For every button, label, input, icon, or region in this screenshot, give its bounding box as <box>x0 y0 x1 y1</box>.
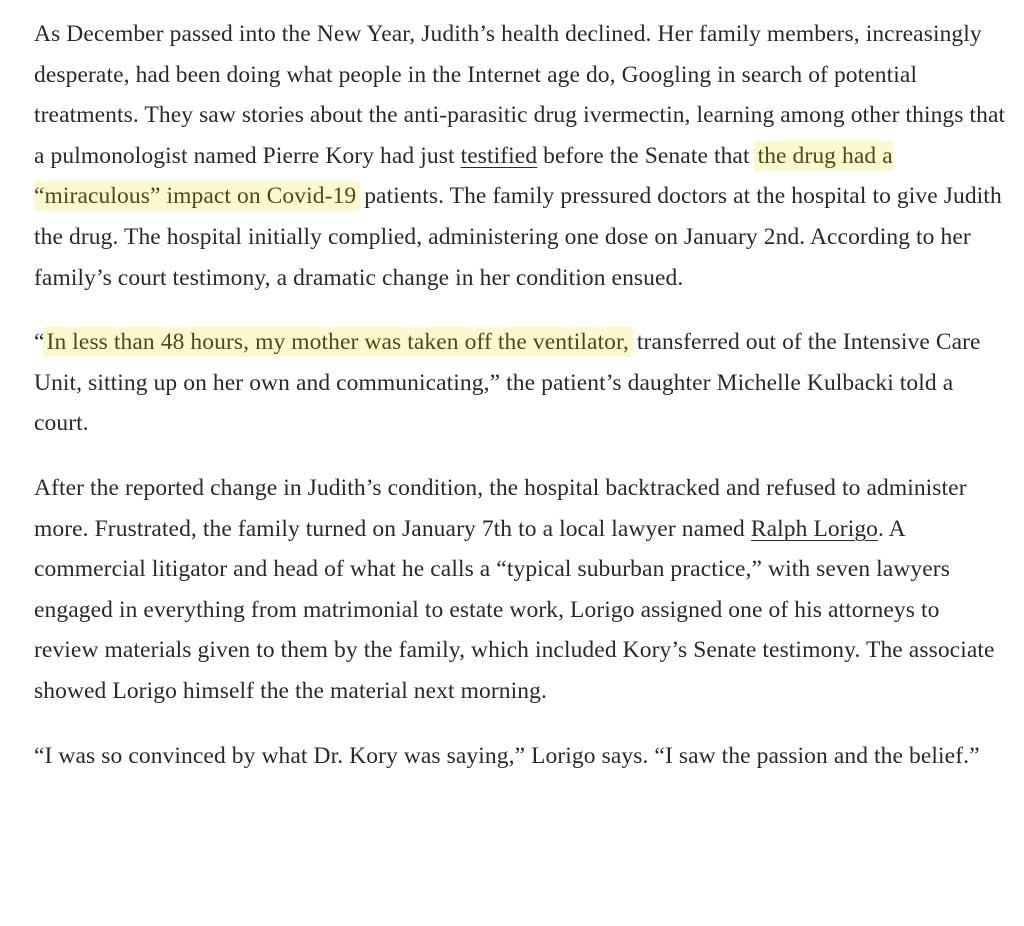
highlighted-quote-ventilator: In less than 48 hours, my mother was taken off the ventilator, <box>46 329 629 356</box>
paragraph-2-text-end: transferred out of the Intensive Care Unit, sitting up on her own and communicating,” the patient’s daughter Michelle Kulbacki told a court. <box>34 329 981 437</box>
paragraph-3-text-end: . A commercial litigator and head of what he calls a “typical suburban practice,” with seven lawyers engaged in everything from matrimonial to estate work, Lorigo assigned one of his attorneys to review materials given to them by the family, which included Kory’s Senate testimony. The associate showed Lorigo himself the the material next morning. <box>34 515 995 704</box>
ralph-lorigo-link[interactable]: Ralph Lorigo <box>750 515 879 542</box>
paragraph-1-text-end: patients. The family pressured doctors at the hospital to give Judith the drug. The hospital initially complied, administering one dose on January 2nd. According to her family’s court testimony, a dramatic change in her condition ensued. <box>34 183 1002 291</box>
paragraph-3 <box>34 468 1006 712</box>
testified-link[interactable]: testified <box>460 142 538 169</box>
paragraph-2 <box>34 322 1006 444</box>
paragraph-1-text-start: As December passed into the New Year, Judith’s health declined. Her family members, increasingly desperate, had been doing what people in the Internet age do, Googling in search of potential treatments. They saw stories about the anti-parasitic drug ivermectin, learning among other things that a pulmonologist named Pierre Kory had just <box>34 21 1006 169</box>
highlighted-quote-miraculous: the drug had a “miraculous” impact on Covid-19 <box>34 142 893 210</box>
paragraph-1-text-middle: before the Senate that <box>537 142 756 169</box>
paragraph-2-open-quote: “ <box>34 329 45 356</box>
article-body <box>34 14 1006 800</box>
paragraph-4-text: “I was so convinced by what Dr. Kory was saying,” Lorigo says. “I saw the passion and the belief.” <box>34 742 980 769</box>
paragraph-3-text-start: After the reported change in Judith’s condition, the hospital backtracked and refused to administer more. Frustrated, the family turned on January 7th to a local lawyer named <box>34 474 967 542</box>
paragraph-4 <box>34 736 1006 777</box>
paragraph-1 <box>34 14 1006 298</box>
